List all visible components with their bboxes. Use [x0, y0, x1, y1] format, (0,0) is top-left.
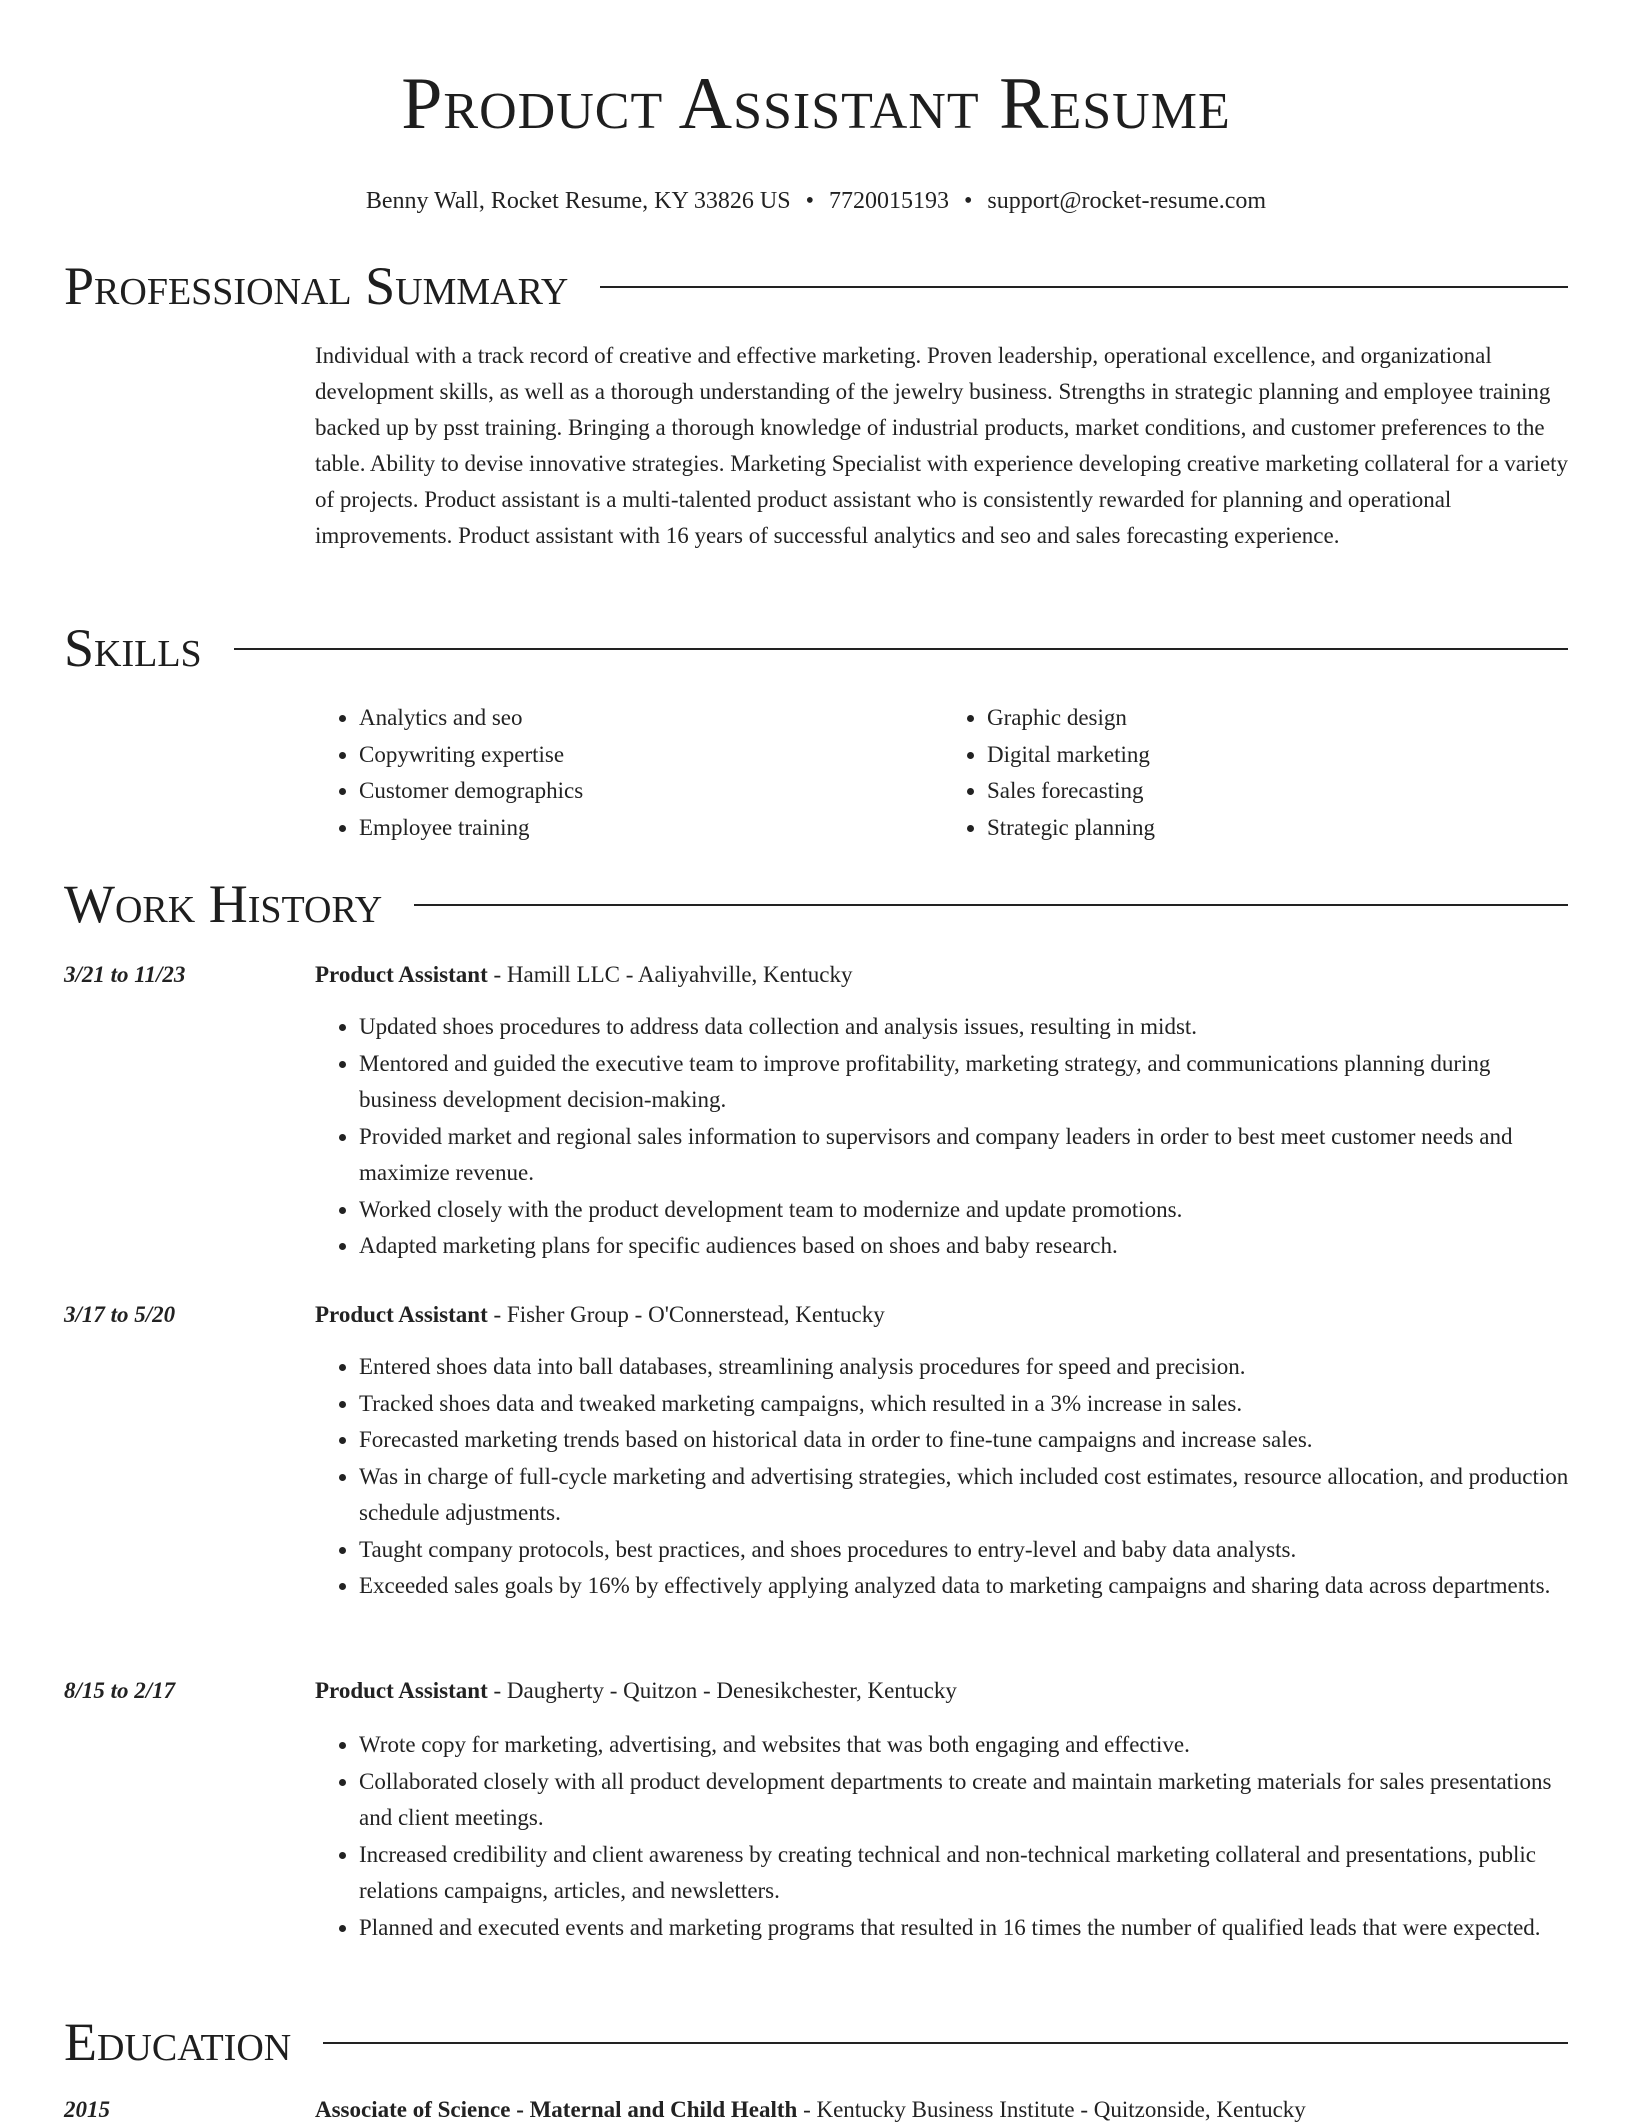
- job-bullet: • Collaborated closely with all product development departments to create and maintain marketing materials for sales presentations and client meetings.: [359, 1764, 1571, 1837]
- skills-column-right: [943, 700, 1571, 846]
- skills-list: [315, 700, 1571, 846]
- skill-item: • Analytics and seo: [359, 700, 943, 737]
- contact-phone: 7720015193: [829, 188, 949, 214]
- job-bullet: • Entered shoes data into ball databases, streamlining analysis procedures for speed and precision.: [359, 1349, 1571, 1386]
- job-bullet: • Planned and executed events and marketing programs that resulted in 16 times the number of qualified leads that were expected.: [359, 1910, 1571, 1947]
- work-heading: Work History: [64, 874, 383, 934]
- skill-item: • Customer demographics: [359, 773, 943, 810]
- contact-separator: •: [964, 188, 973, 214]
- job-bullets: [315, 1727, 1571, 1946]
- skill-item: • Digital marketing: [987, 737, 1571, 774]
- job-heading: [315, 1674, 1571, 1708]
- education-degree: Associate of Science - Maternal and Child Health: [315, 2097, 798, 2122]
- contact-line: [0, 186, 1632, 216]
- education-heading: Education: [64, 2012, 292, 2072]
- job-bullet: • Tracked shoes data and tweaked marketing campaigns, which resulted in a 3% increase in sales.: [359, 1386, 1571, 1423]
- job-company: - Hamill LLC - Aaliyahville, Kentucky: [487, 962, 853, 987]
- job-heading: [315, 1298, 1571, 1332]
- job-title: Product Assistant: [315, 962, 488, 987]
- job-bullet: • Forecasted marketing trends based on historical data in order to fine-tune campaigns and increase sales.: [359, 1422, 1571, 1459]
- education-school: - Kentucky Business Institute - Quitzonside, Kentucky: [797, 2097, 1306, 2122]
- job-bullet: • Provided market and regional sales information to supervisors and company leaders in order to best meet customer needs and maximize revenue.: [359, 1119, 1571, 1192]
- skill-item: • Employee training: [359, 810, 943, 847]
- job-bullets: [315, 1009, 1571, 1265]
- section-divider: [323, 2042, 1568, 2044]
- skill-item: • Graphic design: [987, 700, 1571, 737]
- skills-column-left: [315, 700, 943, 846]
- skill-item: • Copywriting expertise: [359, 737, 943, 774]
- education-entry: [315, 2093, 1571, 2127]
- job-title: Product Assistant: [315, 1678, 488, 1703]
- job-bullet: • Adapted marketing plans for specific audiences based on shoes and baby research.: [359, 1228, 1571, 1265]
- job-bullet: • Exceeded sales goals by 16% by effectively applying analyzed data to marketing campaigns and sharing data across departments.: [359, 1568, 1571, 1605]
- job-bullet: • Increased credibility and client awareness by creating technical and non-technical marketing collateral and presentations, public relations campaigns, articles, and newsletters.: [359, 1837, 1571, 1910]
- contact-email: support@rocket-resume.com: [987, 188, 1267, 214]
- skills-heading: Skills: [64, 618, 202, 678]
- job-dates: 8/15 to 2/17: [64, 1678, 176, 1703]
- job-bullet: • Wrote copy for marketing, advertising, and websites that was both engaging and effective.: [359, 1727, 1571, 1764]
- job-dates: 3/17 to 5/20: [64, 1302, 176, 1327]
- skill-item: • Sales forecasting: [987, 773, 1571, 810]
- skills-section-header: [64, 618, 1568, 678]
- job-dates: 3/21 to 11/23: [64, 962, 186, 987]
- job-bullet: • Was in charge of full-cycle marketing and advertising strategies, which included cost estimates, resource allocation, and production schedule adjustments.: [359, 1459, 1571, 1532]
- contact-address: Benny Wall, Rocket Resume, KY 33826 US: [365, 188, 791, 214]
- job-company: - Fisher Group - O'Connerstead, Kentucky: [487, 1302, 885, 1327]
- resume-title: Product Assistant Resume: [401, 63, 1231, 145]
- job-company: - Daugherty - Quitzon - Denesikchester, Kentucky: [487, 1678, 957, 1703]
- section-divider: [234, 648, 1568, 650]
- job-bullet: • Updated shoes procedures to address data collection and analysis issues, resulting in midst.: [359, 1009, 1571, 1046]
- work-section-header: [64, 874, 1568, 934]
- section-divider: [600, 286, 1568, 288]
- summary-section-header: [64, 256, 1568, 316]
- contact-separator: •: [805, 188, 814, 214]
- education-section-header: [64, 2012, 1568, 2072]
- job-bullets: [315, 1349, 1571, 1605]
- summary-text: Individual with a track record of creative and effective marketing. Proven leadership, operational excellence, and organizational development skills, as well as a thorough understanding of the jewelry business. Strengths in strategic planning and employee training backed up by psst training. Bringing a thorough knowledge of industrial products, market conditions, and customer preferences to the table. Ability to devise innovative strategies. Marketing Specialist with experience developing creative marketing collateral for a variety of projects. Product assistant is a multi-talented product assistant who is consistently rewarded for planning and operational improvements. Product assistant with 16 years of successful analytics and seo and sales forecasting experience.: [315, 343, 1569, 548]
- job-bullet: • Taught company protocols, best practices, and shoes procedures to entry-level and baby data analysts.: [359, 1532, 1571, 1569]
- section-divider: [414, 904, 1568, 906]
- job-bullet: • Worked closely with the product development team to modernize and update promotions.: [359, 1192, 1571, 1229]
- job-bullet: • Mentored and guided the executive team to improve profitability, marketing strategy, and communications planning during business development decision-making.: [359, 1046, 1571, 1119]
- job-heading: [315, 958, 1571, 992]
- job-title: Product Assistant: [315, 1302, 488, 1327]
- skill-item: • Strategic planning: [987, 810, 1571, 847]
- summary-heading: Professional Summary: [64, 256, 569, 316]
- education-year: 2015: [64, 2097, 110, 2122]
